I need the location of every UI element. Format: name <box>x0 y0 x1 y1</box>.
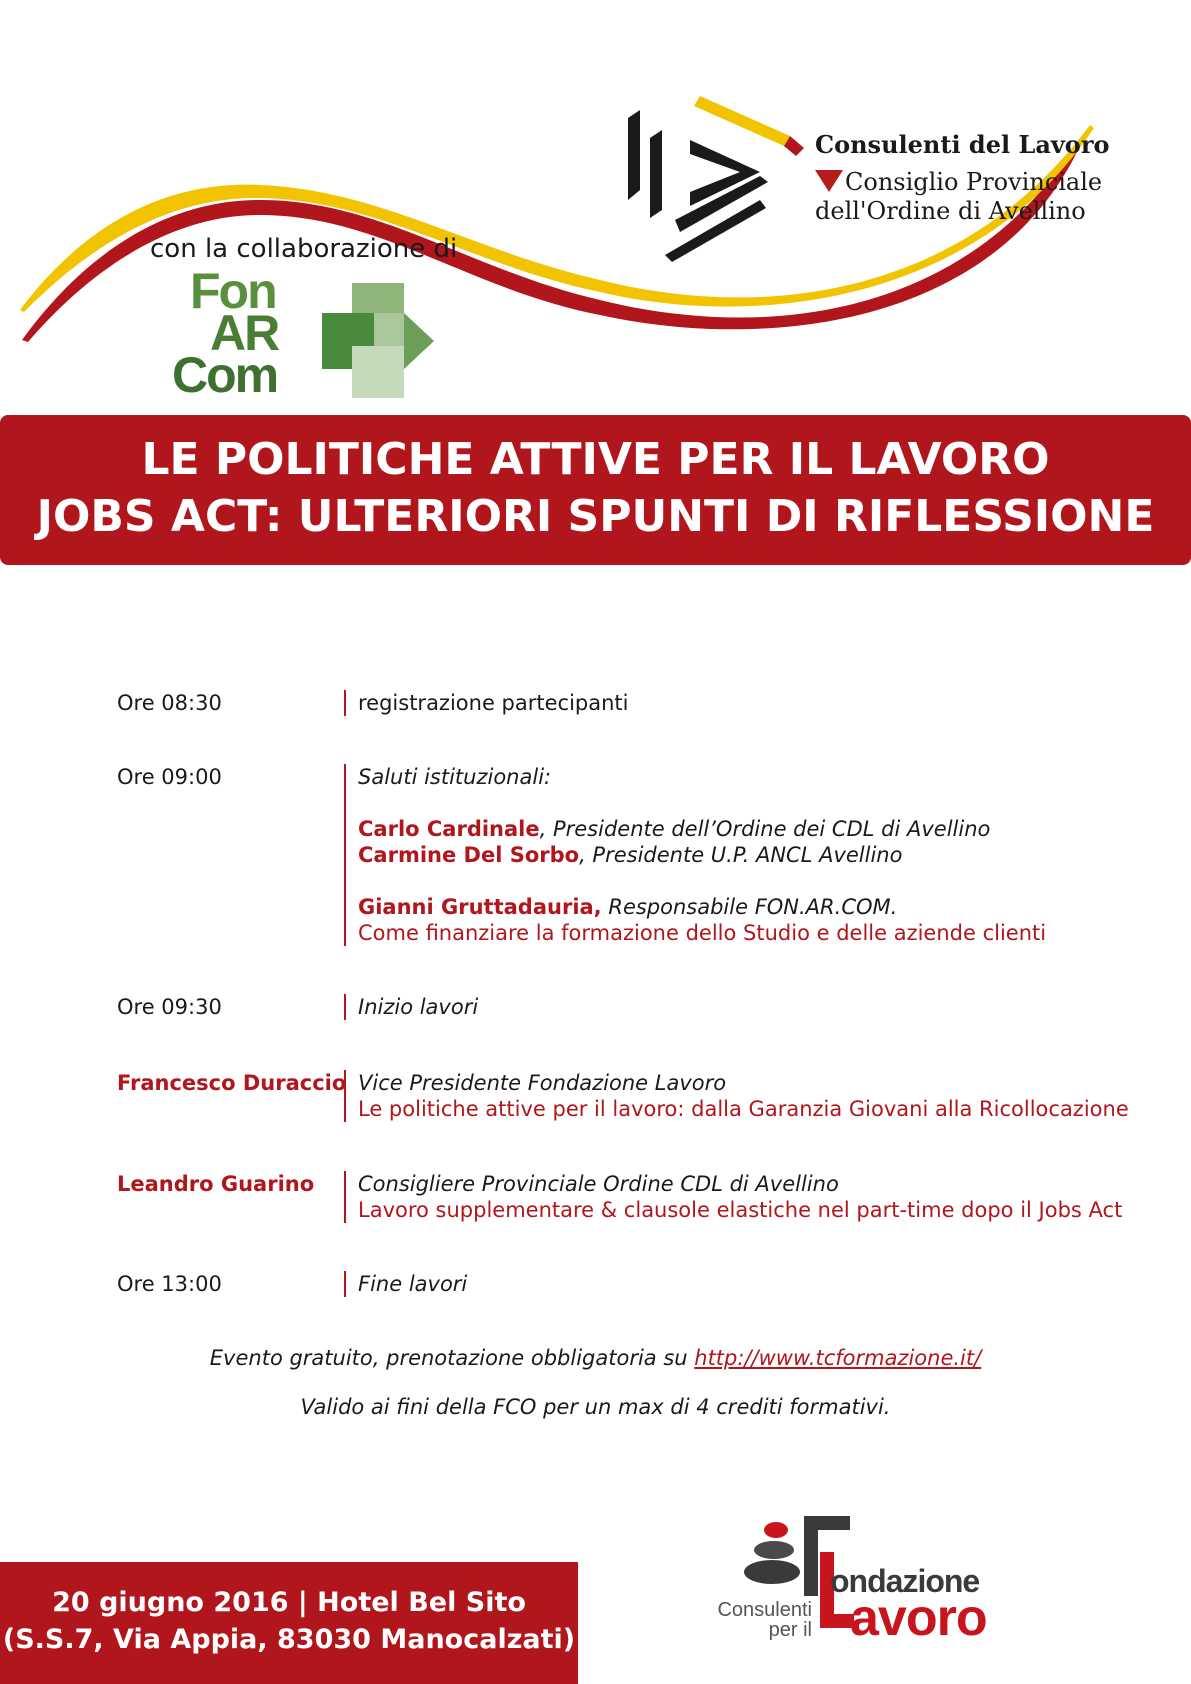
agenda-time: Ore 08:30 <box>117 691 222 715</box>
agenda-item <box>344 690 1118 716</box>
speaker-topic: Lavoro supplementare & clausole elastiche nel part-time dopo il Jobs Act <box>358 1198 1123 1222</box>
credits-note: Valido ai fini della FCO per un max di 4 crediti formativi. <box>300 1395 891 1419</box>
title-line2: JOBS ACT: ULTERIORI SPUNTI DI RIFLESSIONE <box>36 491 1155 542</box>
fondazione-consulenti <box>712 1600 812 1640</box>
cdl-line1: Consiglio Provinciale <box>845 168 1103 196</box>
agenda-speaker: Francesco Duraccio <box>117 1071 347 1095</box>
fondazione-consulenti-line2: per il <box>768 1619 812 1641</box>
agenda-item <box>344 994 1118 1020</box>
agenda-time: Ore 09:00 <box>117 765 222 789</box>
cdl-subtitle <box>815 168 1102 226</box>
cdl-logo-icon <box>628 96 804 262</box>
event-address: (S.S.7, Via Appia, 83030 Manocalzati) <box>2 1624 576 1655</box>
cdl-title: Consulenti del Lavoro <box>815 130 1110 159</box>
agenda-time: Ore 09:30 <box>117 995 222 1019</box>
fonarcom-arrow-icon <box>322 283 434 398</box>
agenda-text: registrazione partecipanti <box>358 691 629 715</box>
agenda-heading: Saluti istituzionali: <box>358 765 552 789</box>
agenda-item <box>344 1171 1123 1223</box>
agenda-time: Ore 13:00 <box>117 1272 222 1296</box>
event-info-footer <box>0 1562 578 1684</box>
speaker-role: Vice Presidente Fondazione Lavoro <box>358 1071 727 1095</box>
speaker-role: Responsabile FON.AR.COM. <box>601 895 898 919</box>
registration-link[interactable]: http://www.tcformazione.it/ <box>694 1346 982 1370</box>
speaker-name: Carlo Cardinale <box>358 817 540 841</box>
agenda-item <box>344 1070 1129 1122</box>
fonarcom-logo-line2: AR <box>210 305 279 361</box>
triangle-icon <box>815 170 843 192</box>
collaboration-label: con la collaborazione di <box>150 234 458 264</box>
cdl-line2: dell'Ordine di Avellino <box>815 197 1086 225</box>
lavoro-word: avoro <box>850 1589 987 1647</box>
speaker-topic: Le politiche attive per il lavoro: dalla Garanzia Giovani alla Ricollocazione <box>358 1097 1129 1121</box>
agenda-item <box>344 1271 1118 1297</box>
agenda-speaker: Leandro Guarino <box>117 1172 315 1196</box>
fonarcom-logo-line3: Com <box>172 347 278 403</box>
title-banner <box>0 415 1191 565</box>
fondazione-consulenti-line1: Consulenti <box>717 1599 812 1621</box>
title-line1: LE POLITICHE ATTIVE PER IL LAVORO <box>141 434 1050 485</box>
speaker-role: , Presidente dell’Ordine dei CDL di Avellino <box>539 817 991 841</box>
speaker-role: , Presidente U.P. ANCL Avellino <box>579 843 903 867</box>
speaker-topic: Come finanziare la formazione dello Studio e delle aziende clienti <box>358 921 1047 945</box>
fondazione-word: ondazione <box>830 1563 980 1599</box>
fonarcom-logo-line1: Fon <box>190 263 276 319</box>
speaker-name: Carmine Del Sorbo <box>358 843 580 867</box>
event-date-venue: 20 giugno 2016 | Hotel Bel Sito <box>52 1587 526 1618</box>
speaker-role: Consigliere Provinciale Ordine CDL di Avellino <box>358 1172 839 1196</box>
agenda-item <box>344 764 1118 946</box>
agenda-text: Fine lavori <box>358 1272 468 1296</box>
speaker-name: Gianni Gruttadauria, <box>358 895 602 919</box>
registration-note <box>0 1346 1191 1370</box>
agenda-text: Inizio lavori <box>358 995 479 1019</box>
registration-text: Evento gratuito, prenotazione obbligatoria su <box>209 1346 695 1370</box>
fonarcom-logo <box>172 263 279 403</box>
